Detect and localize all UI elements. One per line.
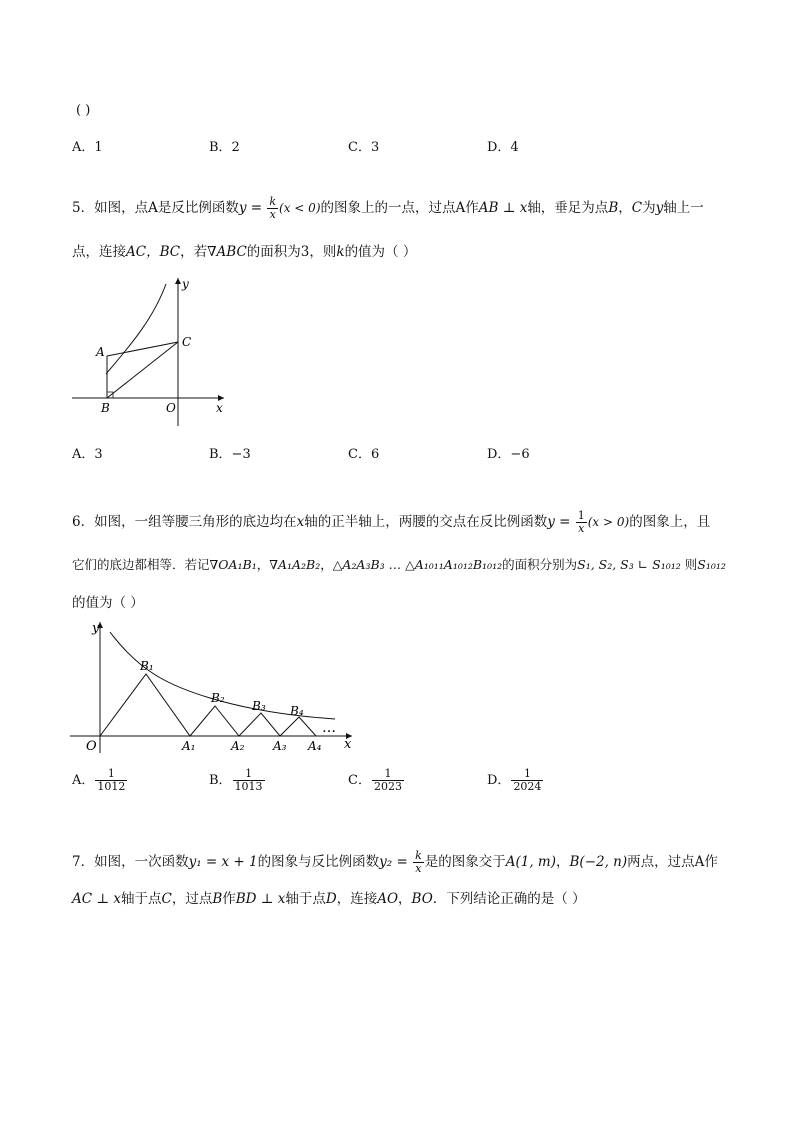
q5-option-c: C．6: [348, 447, 380, 462]
q5-figure: [66, 270, 236, 430]
q6-line-3: 的值为（ ）: [72, 595, 144, 611]
q5-label-y: y: [182, 277, 189, 291]
q5-hyperbola-curve: [106, 284, 166, 374]
q6-label-b1: B₁: [140, 659, 154, 673]
q6-label-a2: A₂: [231, 739, 245, 753]
q4-option-c: C．3: [348, 140, 380, 155]
q5-label-a: A: [96, 345, 105, 359]
q5-option-d: D．−6: [487, 447, 530, 462]
q5-label-b: B: [101, 401, 110, 415]
q6-option-b: B． $\frac{1}{1013}$: [209, 767, 263, 793]
q6-figure: [70, 618, 360, 758]
q4-option-d: D．4: [487, 140, 519, 155]
q5-function-fraction: $\frac{k}{x}$: [269, 195, 277, 221]
q4-option-b: B．2: [209, 140, 240, 155]
q5-label-o: O: [166, 401, 176, 415]
q7-line-2: AC ⊥ x轴于点C，过点B作BD ⊥ x轴于点D，连接AO，BO．下列结论正确的是（ ）: [72, 891, 586, 907]
q6-line-1: 6．如图，一组等腰三角形的底边均在x轴的正半轴上，两腰的交点在反比例函数y = $\frac{1}{x}$ (x > 0)的图象上，且: [72, 509, 711, 535]
q6-label-b3: B₃: [252, 699, 266, 713]
q7-number: 7．: [72, 854, 95, 870]
q6-line-2: 它们的底边都相等．若记∇OA₁B₁，∇A₁A₂B₂，△A₂A₃B₃ … △A₁₀₁₁A₁₀₁₂B₁₀₁₂的面积分别为S₁, S₂, S₃ ∟ S₁₀₁₂ 则S₁₀₁₂: [72, 557, 726, 572]
q6-number: 6．: [72, 514, 95, 530]
q6-label-b2: B₂: [211, 691, 225, 705]
q6-option-d: D． $\frac{1}{2024}$: [487, 767, 542, 793]
q5-number: 5．: [72, 200, 95, 216]
q5-label-x: x: [216, 401, 223, 415]
q6-label-a1: A₁: [182, 739, 196, 753]
q6-function-fraction: $\frac{1}{x}$: [577, 509, 585, 535]
q5-option-a: A．3: [72, 447, 103, 462]
q6-label-b4: B₄: [290, 704, 304, 718]
q4-option-a: A．1: [72, 140, 103, 155]
q6-label-a4: A₄: [308, 739, 322, 753]
q7-line-1: 7．如图，一次函数y₁ = x + 1的图象与反比例函数y₂ = $\frac{k}{x}$ 是的图象交于A(1, m)，B(−2, n)两点，过点A作: [72, 849, 718, 875]
q6-label-o: O: [86, 739, 97, 754]
q7-function-fraction: $\frac{k}{x}$: [415, 849, 422, 875]
q5-label-c: C: [182, 335, 192, 349]
q5-line-1: 5．如图，点A是反比例函数y = $\frac{k}{x}$ (x < 0)的图象上的一点，过点A作AB ⊥ x轴，垂足为点B，C为y轴上一: [72, 195, 704, 221]
q6-label-dots: …: [322, 720, 336, 736]
q6-label-y: y: [92, 621, 100, 636]
q5-line-2: 点，连接AC，BC，若∇ABC的面积为3，则k的值为（ ）: [72, 244, 417, 260]
q6-option-a: A． $\frac{1}{1012}$: [72, 767, 126, 793]
q4-paren: ( ): [76, 103, 91, 118]
q5-option-b: B．−3: [209, 447, 251, 462]
q6-option-c: C． $\frac{1}{2023}$: [348, 767, 402, 793]
q6-label-x: x: [344, 737, 352, 752]
q6-label-a3: A₃: [273, 739, 287, 753]
